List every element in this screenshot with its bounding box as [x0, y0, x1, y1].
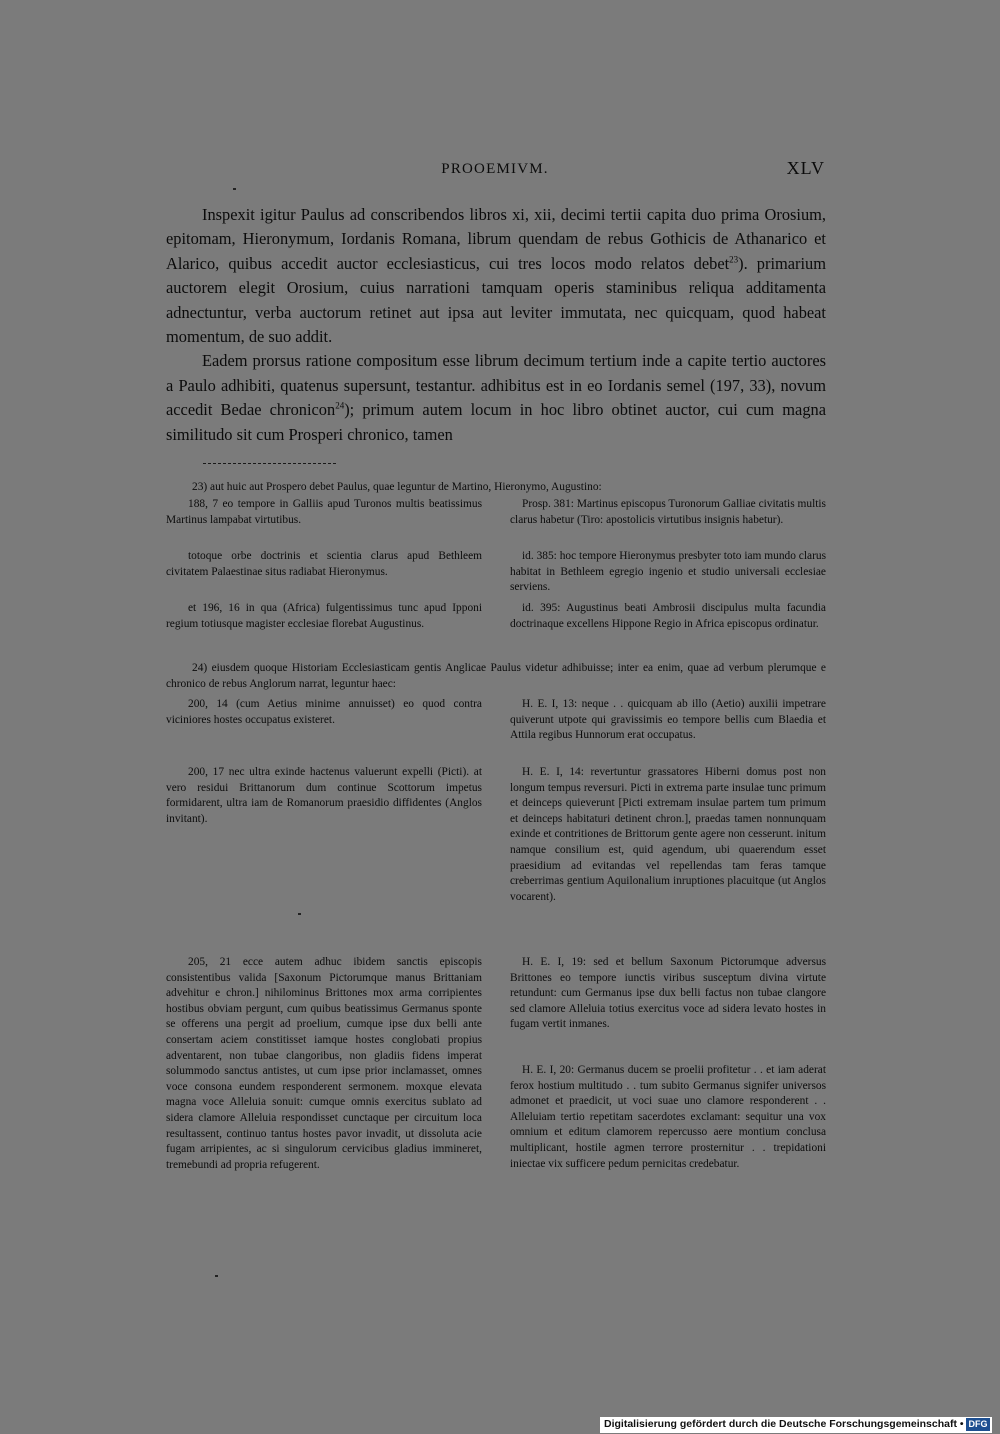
scan-speck — [233, 188, 236, 190]
fn24-right-2: H. E. I, 14: revertuntur grassatores Hiberni domus post non longum tempus reversuri. Picti in extrema parte insulae tunc primum et deinceps quieverunt [Picti extremam insulae partem tum primum et deinceps habitaturi detinent chron.], praedas tamen nonnunquam exinde et contritiones de Brittorum gente agere non cesserunt. initum namque consilium est, quid agendum, ubi quaerendum esset praesidium ad evitandas vel repellendas tam feras tamque creberrimas gentium Aquilonalium inruptiones placuitque (ut Anglos vocarent). — [510, 766, 826, 903]
scan-speck — [298, 913, 301, 915]
footnote-23-right — [510, 497, 826, 632]
footnote-separator — [203, 463, 336, 464]
fn24-left-2: 200, 17 nec ultra exinde hactenus valuerunt expelli (Picti). at vero residui Brittanorum dum continue Scottorum impetus formidarent, ultra iam de Romanorum praesidio diffidentes (Anglos invitant). — [166, 766, 482, 825]
fn23-left-3: et 196, 16 in qua (Africa) fulgentissimus tunc apud Ipponi regium totiusque magister ecclesiae florebat Augustinus. — [166, 602, 482, 630]
fn24-left-1: 200, 14 (cum Aetius minime annuisset) eo quod contra viciniores hostes occupatus existeret. — [166, 698, 482, 726]
footnote-24-intro: 24) eiusdem quoque Historiam Ecclesiasticam gentis Anglicae Paulus videtur adhibuisse; inter ea enim, quae ad verbum plerumque e chronico de rebus Anglorum narrat, leguntur haec: — [166, 662, 826, 690]
digitization-credit-bar — [600, 1417, 992, 1433]
paragraph-2: Eadem prorsus ratione compositum esse librum decimum tertium inde a capite tertio auctores a Paulo adhibiti, quatenus supersunt, testantur. adhibitus est in eo Iordanis semel (197, 33), novum accedit Bedae chronicon$^{24}$); primum autem locum in hoc libro obtinet auctor, cui cum magna similitudo sit cum Prosperi chronico, tamen — [166, 351, 826, 444]
footnote-23-intro: 23) aut huic aut Prospero debet Paulus, quae leguntur de Martino, Hieronymo, Augustino: — [192, 481, 602, 493]
page-number: XLV — [786, 158, 825, 178]
fn23-left-2: totoque orbe doctrinis et scientia clarus apud Bethleem civitatem Palaestinae situs radiabat Hieronymus. — [166, 550, 482, 578]
footnote-ref-24: 24 — [335, 400, 345, 411]
fn23-left-1: 188, 7 eo tempore in Galliis apud Turonos multis beatissimus Martinus lampabat virtutibus. — [166, 498, 482, 526]
footnote-ref-23: 23 — [729, 254, 739, 265]
footnote-24-right — [510, 697, 826, 1172]
paragraph-1: Inspexit igitur Paulus ad conscribendos libros xi, xii, decimi tertii capita duo prima Orosium, epitomam, Hieronymum, Iordanis Romana, librum quendam de rebus Gothicis de Athanarico et Alarico, quibus accedit auctor ecclesiasticus, cui tres locos modo relatos debet$^{23}$). primarium auctorem elegit Orosium, cuius narrationi tamquam operis staminibus reliqua additamenta adnectuntur, verba auctorum retinet aut ipsa aut leviter immutata, nec quicquam, quod habeat momentum, de suo addit. — [166, 205, 826, 347]
fn23-right-2: id. 385: hoc tempore Hieronymus presbyter toto iam mundo clarus habitat in Bethleem egregio ingenio et studio universali ecclesiae serviens. — [510, 550, 826, 594]
dfg-logo-icon: DFG — [966, 1418, 990, 1431]
running-header-title: PROOEMIVM. — [441, 161, 549, 177]
fn24-left-3: 205, 21 ecce autem adhuc ibidem sanctis episcopis consistentibus valida [Saxonum Pictorumque manus Brittaniam advehitur e chron.] nihilominus Brittones mox arma corripientes hostibus obviam pergunt, cum quibus beatissimus Germanus sponte se offerens una pergit ad proelium, cumque ipse dux belli ante consertam aciem constitisset iamque hostes conglobati propius adventarent, non tubae clangoribus, non gladiis fidens imperat solummodo sanctus antistes, ut cum ipse prior inclamasset, omnes voce consona eundem responderent sermonem. moxque elevata magna voce Alleluia sonuit: cumque omnis exercitus sublato ad sidera clamore Alleluia respondisset cunctaque per circuitum loca resultassent, continuo tantus hostes pavor invadit, ut dissoluta acie fugam arripientes, ac si singulorum cervicibus gladius immineret, tremebundi ad propria refugerent. — [166, 956, 482, 1171]
fn24-right-3: H. E. I, 19: sed et bellum Saxonum Pictorumque adversus Brittones eo tempore iunctis viribus susceptum divina virtute retundunt: cum Germanus ipse dux belli factus non tubae clangore sed clamore Alleluia totius exercitus voce ad sidera levato hostes in fugam vertit inmanes. — [510, 956, 826, 1031]
fn23-right-1: Prosp. 381: Martinus episcopus Turonorum Galliae civitatis multis clarus habetur (Tiro: apostolicis virtutibus insignis habetur). — [510, 498, 826, 526]
fn24-right-4: H. E. I, 20: Germanus ducem se proelii profitetur . . et iam aderat ferox hostium multitudo . . tum subito Germanus signifer universos admonet et praedicit, ut voci suae uno clamore responderent . . Alleluiam tertio repetitam sacerdotes exclamant: sequitur una vox omnium et editum clamorem repercusso aere montium conclusa multiplicant, hostile agmen terrore prosternitur . . trepidationi iniectae vix sufficere pedum pernicitas credebatur. — [510, 1064, 826, 1170]
fn23-right-3: id. 395: Augustinus beati Ambrosii discipulus multa facundia doctrinaque excellens Hippone Regio in Africa episcopus ordinatur. — [510, 602, 826, 630]
fn24-right-1: H. E. I, 13: neque . . quicquam ab illo (Aetio) auxilii impetrare quiverunt utpote qui gravissimis eo tempore bellis cum Blaedia et Attila regibus Hunnorum erat occupatus. — [510, 698, 826, 742]
main-text — [166, 203, 826, 447]
credit-text: Digitalisierung gefördert durch die Deutsche Forschungsgemeinschaft • — [604, 1418, 964, 1430]
scan-speck — [215, 1275, 218, 1277]
footnote-24-left — [166, 697, 482, 1173]
footnote-23-left — [166, 497, 482, 632]
